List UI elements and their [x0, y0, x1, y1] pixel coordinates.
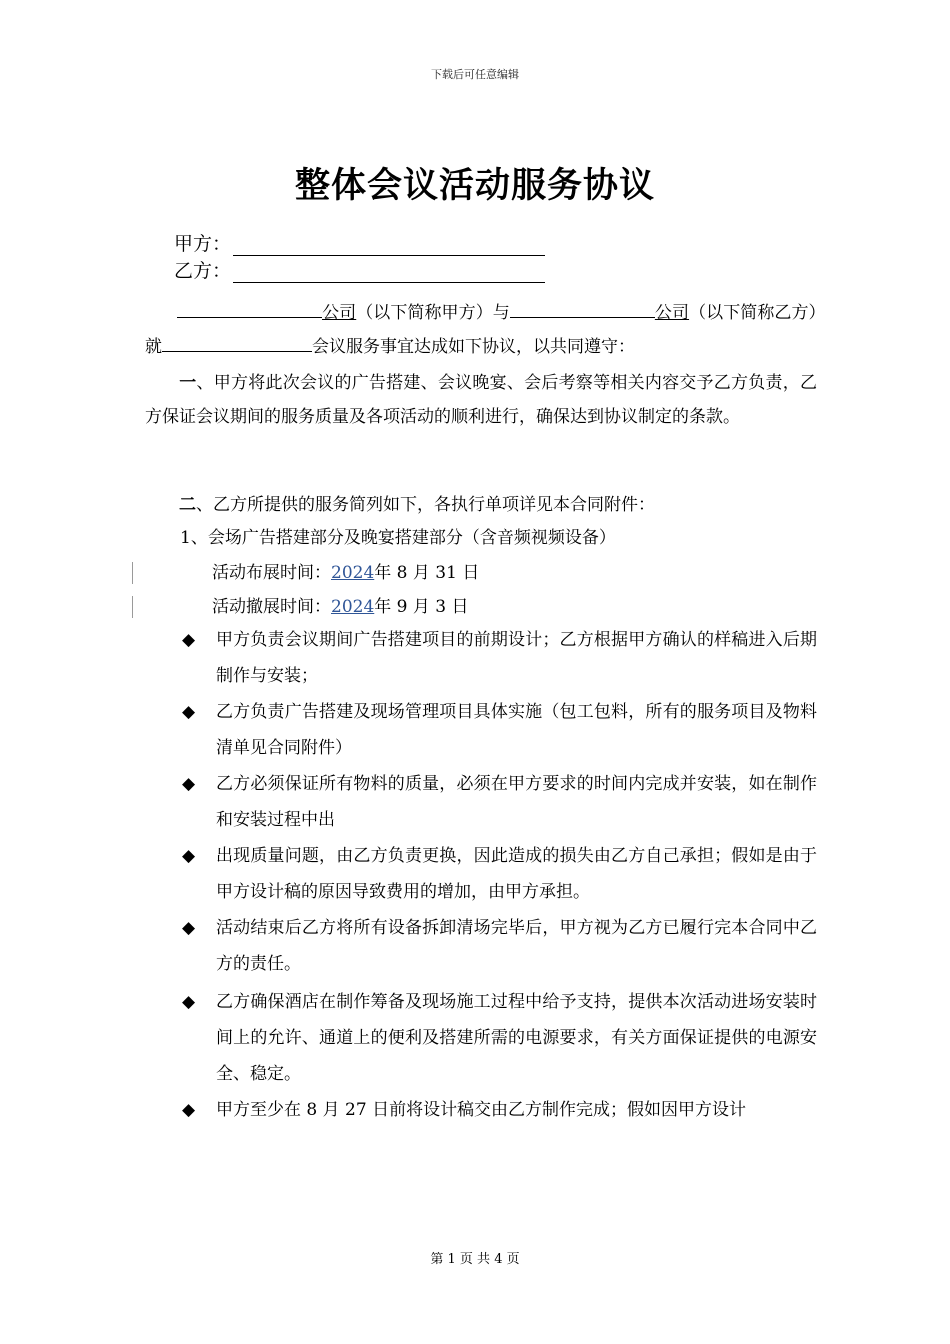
meeting-blank[interactable]	[162, 335, 312, 352]
party-a-blank[interactable]	[233, 237, 545, 256]
company2-blank[interactable]	[510, 301, 655, 318]
bullet-item: 乙方负责广告搭建及现场管理项目具体实施（包工包料，所有的服务项目及物料清单见合同附件）	[216, 702, 817, 758]
diamond-bullet-icon: ◆	[182, 846, 196, 866]
intro-text1: （以下简称甲方）与	[356, 303, 510, 323]
teardown-year[interactable]: 2024	[331, 597, 375, 617]
intro-text2: （以下简称乙方）就	[145, 303, 818, 357]
bullet-item: 甲方负责会议期间广告搭建项目的前期设计；乙方根据甲方确认的样稿进入后期制作与安装；	[216, 630, 817, 686]
diamond-bullet-icon: ◆	[182, 1100, 196, 1120]
party-b-line	[174, 256, 545, 283]
clause-1-number: 一	[179, 373, 197, 393]
header-note: 下载后可任意编辑	[431, 68, 519, 81]
party-a-line	[174, 229, 545, 256]
teardown-time-label: 活动撤展时间：	[212, 597, 331, 617]
page-footer: 第 1 页 共 4 页	[430, 1252, 520, 1267]
bullet-item: 甲方至少在 8 月 27 日前将设计稿交由乙方制作完成；假如因甲方设计	[216, 1100, 747, 1120]
company1-blank[interactable]	[177, 301, 322, 318]
diamond-bullet-icon: ◆	[182, 702, 196, 722]
company1-suffix: 公司	[322, 303, 357, 323]
setup-year[interactable]: 2024	[331, 563, 375, 583]
company2-suffix: 公司	[654, 303, 690, 323]
setup-time-label: 活动布展时间：	[212, 563, 331, 583]
item-1-heading: 1、会场广告搭建部分及晚宴搭建部分（含音频视频设备）	[180, 528, 616, 548]
clause-2-number: 二	[179, 495, 196, 515]
clause-2	[145, 488, 817, 522]
intro-text3: 会议服务事宜达成如下协议，以共同遵守：	[312, 337, 635, 357]
party-b-label: 乙方：	[174, 260, 232, 282]
clause-1	[145, 366, 817, 434]
setup-date-rest: 年 8 月 31 日	[374, 563, 480, 583]
bullet-item: 乙方必须保证所有物料的质量，必须在甲方要求的时间内完成并安装，如在制作和安装过程中出	[216, 774, 817, 830]
party-b-blank[interactable]	[233, 264, 545, 283]
revision-mark	[132, 562, 133, 584]
clause-1-text: 、甲方将此次会议的广告搭建、会议晚宴、会后考察等相关内容交予乙方负责，乙方保证会议期间的服务质量及各项活动的顺利进行，确保达到协议制定的条款。	[145, 373, 818, 427]
teardown-time-line	[212, 590, 469, 624]
diamond-bullet-icon: ◆	[182, 630, 196, 650]
diamond-bullet-icon: ◆	[182, 992, 196, 1012]
diamond-bullet-icon: ◆	[182, 918, 196, 938]
clause-2-text: 、乙方所提供的服务简列如下，各执行单项详见本合同附件：	[196, 495, 655, 515]
setup-time-line	[212, 556, 479, 590]
bullet-item: 出现质量问题，由乙方负责更换，因此造成的损失由乙方自己承担；假如是由于甲方设计稿的原因导致费用的增加，由甲方承担。	[216, 846, 817, 902]
teardown-date-rest: 年 9 月 3 日	[374, 597, 469, 617]
bullet-item: 乙方确保酒店在制作筹备及现场施工过程中给予支持，提供本次活动进场安装时间上的允许、通道上的便利及搭建所需的电源要求，有关方面保证提供的电源安全、稳定。	[216, 992, 817, 1084]
party-a-label: 甲方：	[174, 233, 232, 255]
intro-paragraph	[145, 296, 817, 364]
bullet-item: 活动结束后乙方将所有设备拆卸清场完毕后，甲方视为乙方已履行完本合同中乙方的责任。	[216, 918, 817, 974]
document-title: 整体会议活动服务协议	[294, 166, 655, 206]
diamond-bullet-icon: ◆	[182, 774, 196, 794]
revision-mark	[132, 596, 133, 618]
